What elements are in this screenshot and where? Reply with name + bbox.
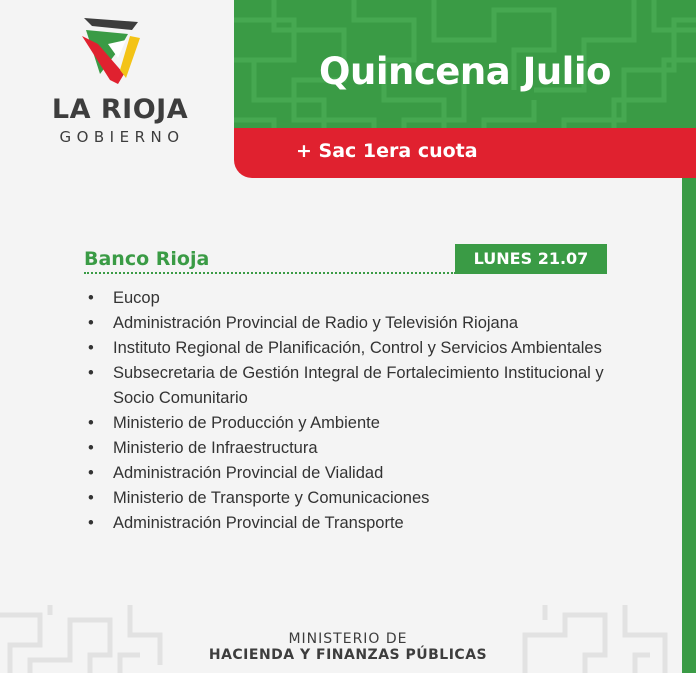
logo-subtitle: GOBIERNO: [59, 128, 185, 146]
list-item: • Administración Provincial de Transporte: [88, 511, 608, 536]
side-accent-bar: [682, 178, 696, 673]
list-item: • Administración Provincial de Radio y Televisión Riojana: [88, 311, 608, 336]
la-rioja-logo-icon: [80, 14, 150, 88]
list-item: • Subsecretaria de Gestión Integral de Fortalecimiento Institucional y Socio Comunitario: [88, 361, 608, 411]
logo-title: LA RIOJA: [51, 94, 189, 125]
dotted-divider: [84, 272, 456, 274]
date-badge: LUNES 21.07: [455, 244, 607, 274]
list-item: • Eucop: [88, 286, 608, 311]
header-title: Quincena Julio: [319, 50, 611, 93]
list-item: • Ministerio de Transporte y Comunicaciones: [88, 486, 608, 511]
footer-ministry-name: HACIENDA Y FINANZAS PÚBLICAS: [208, 647, 488, 663]
bank-name: Banco Rioja: [84, 248, 210, 270]
list-item: • Ministerio de Producción y Ambiente: [88, 411, 608, 436]
la-rioja-logo: [40, 14, 210, 144]
list-item: • Instituto Regional de Planificación, Control y Servicios Ambientales: [88, 336, 608, 361]
header-subtitle: + Sac 1era cuota: [296, 140, 478, 162]
entity-list: [88, 286, 608, 536]
list-item: • Administración Provincial de Vialidad: [88, 461, 608, 486]
header-subtitle-banner: [234, 128, 696, 178]
footer-ministry-line: MINISTERIO DE: [288, 631, 408, 647]
list-item: • Ministerio de Infraestructura: [88, 436, 608, 461]
